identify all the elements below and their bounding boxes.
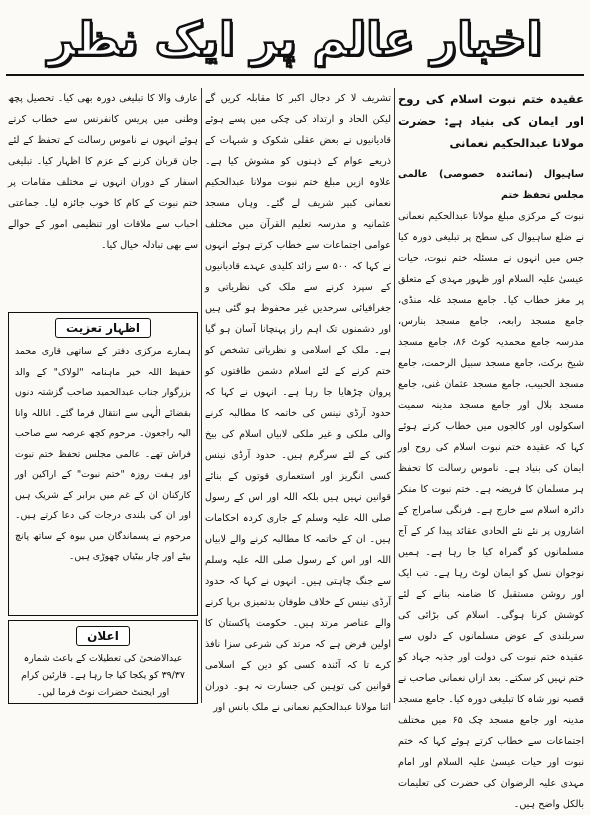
announcement-box xyxy=(8,620,198,704)
column-rule xyxy=(394,88,395,703)
condolence-title: اظہار تعزیت xyxy=(55,318,151,338)
article-main-body: نبوت کے مرکزی مبلغ مولانا عبدالحکیم نعمانی نے ضلع ساہیوال کی سطح پر تبلیغی دورہ کیا جس میں انہوں نے مسئلہ ختم نبوت، حیات عیسیٰ علیہ السلام اور ظہور مہدی کے متعلق پر مغز خطاب کیا۔ جامع مسجد غلہ منڈی، جامع مسجد رابعہ، جامع مسجد بنارس، مدرسہ جامع محمدیہ کوٹ ۸۶، جامع مسجد شیخ برکت، جامع مسجد سبیل الرحمت، جامع مسجد الحبیب، جامع مسجد عثمان غنی، جامع مسجد بلال اور جامع مسجد مدینہ سمیت اسکولوں اور کالجوں میں خطاب کرتے ہوئے کہا کہ عقیدہ ختم نبوت اسلام کی روح اور ایمان کی بنیاد ہے۔ ناموس رسالت کا تحفظ ہر مسلمان کا فریضہ ہے۔ ختم نبوت کا منکر دائرہ اسلام سے خارج ہے۔ فرنگی سامراج کے اشاروں پر نئے نئے الحادی عقائد پیدا کر کے آج مسلمانوں کو گمراہ کیا جا رہا ہے۔ ہمیں نوجوان نسل کو ایمان لوٹ رہا ہے۔ تب ایک اور روشن مستقبل کا ضامنہ بنانے کے لئے کوشش کرنا ہوگی۔ اسلام کی بڑائی کی سربلندی کے عوض مسلمانوں کے دلوں سے عقیدہ ختم نبوت کی دولت اور جذبہ جہاد کو ختم نہیں کر سکتے۔ بعد ازاں نعمانی صاحب نے قصبہ نور شاہ کا تبلیغی دورہ کیا۔ جامع مسجد مدینہ اور جامع مسجد چک ۶۵ میں مختلف اجتماعات سے خطاب کرتے ہوئے کہا کہ ختم نبوت اور حیات عیسیٰ علیہ السلام اور امام مہدی علیہ الرضوان کی حضرت کی تعلیمات بالکل واضح ہیں۔ xyxy=(398,211,584,810)
condolence-body: ہمارے مرکزی دفتر کے ساتھی قاری محمد حفیظ اللہ خیر ماہنامہ "لولاک" کے والد بزرگوار جناب عبدالحمید صاحب گزشتہ دنوں بقضائے الٰہی سے انتقال فرما گئے۔ اناللہ وانا الیہ راجعون۔ مرحوم کچھ عرصہ سے صاحب فراش تھے۔ عالمی مجلس تحفظ ختم نبوت اور ہفت روزہ "ختم نبوت" کے اراکین اور کارکنان ان کے غم میں برابر کے شریک ہیں اور ان کی بلندی درجات کی دعا کرتے ہیں۔ مرحوم نے پسماندگان میں بیوہ کے ساتھ پانچ بیٹے اور چار بیٹیاں چھوڑی ہیں۔ xyxy=(15,346,191,562)
announcement-body: عیدالاضحیٰ کی تعطیلات کے باعث شمارہ ۳۹/۳۷ کو یکجا کیا جا رہا ہے۔ قارئین کرام اور ایجنٹ حضرات نوٹ فرما لیں۔ xyxy=(21,653,185,698)
article-side xyxy=(8,88,198,251)
article-main xyxy=(398,88,584,810)
column-rule xyxy=(201,88,202,703)
condolence-box xyxy=(8,312,198,616)
announcement-title: اعلان xyxy=(76,626,130,646)
masthead xyxy=(6,4,584,76)
article-continued-body: تشریف لا کر دجال اکبر کا مقابلہ کریں گے لیکن الحاد و ارتداد کی چکی میں پسے ہوئے قادیانیوں نے بعض عقلی شکوک و شبہات کے ذریعے عوام کے ذہنوں کو مشوش کیا ہے۔ علاوہ ازیں مبلغ ختم نبوت مولانا عبدالحکیم نعمانی کبیر شریف لے گئے۔ وہاں مسجد عثمانیہ و مدرسہ تعلیم القرآن میں مختلف عوامی اجتماعات سے خطاب کرتے ہوئے انہوں نے کہا کہ ۵۰۰ سے زائد کلیدی عہدے قادیانیوں کے سپرد کرنے سے ملک کی نظریاتی و جغرافیائی سرحدیں غیر محفوظ ہو گئی ہیں اور دشمنوں تک اہم راز پہنچانا آسان ہو گیا ہے۔ ملک کے اسلامی و نظریاتی تشخص کو ختم کرنے کے لئے اسلام دشمن طاقتوں کو پروان چڑھایا جا رہا ہے۔ انہوں نے کہا کہ حدود آرڈی نینس کی خاتمہ کا مطالبہ کرنے والی ملکی و غیر ملکی لابیاں اسلام کی بیخ کنی کے لئے سرگرم ہیں۔ حدود آرڈی نینس کسی انگریز اور استعماری قوتوں کے بنائے قوانین نہیں ہیں بلکہ اللہ اور اس کے رسول صلی اللہ علیہ وسلم کے جاری کردہ احکامات ہیں۔ ان کے خاتمہ کا مطالبہ کرنے والے لابیاں اللہ اور اس کے رسول صلی اللہ علیہ وسلم سے جنگ چاہتی ہیں۔ انہوں نے کہا کہ حدود آرڈی نینس کے خلاف طوفان بدتمیزی برپا کرنے والے عناصر مرتد ہیں۔ حکومت پاکستان کا اولین فرض ہے کہ مرتد کی شرعی سزا نافذ کرے تا کہ آئندہ کسی کو دین کے اسلامی قوانین کی توہین کی جسارت نہ ہو۔ دوران اثنا مولانا عبدالحکیم نعمانی نے ملک بانس اور xyxy=(205,93,391,713)
article-main-dateline: ساہیوال (نمائندہ خصوصی) عالمی مجلس تحفظ ختم xyxy=(398,169,584,201)
article-side-body: عارف والا کا تبلیغی دورہ بھی کیا۔ تحصیل پچھ وطنی میں پریس کانفرنس سے خطاب کرتے ہوئے انہوں نے ناموس رسالت کے تحفظ کے لئے جان قربان کرنے کے عزم کا اظہار کیا۔ تبلیغی اسفار کے دوران انہوں نے مختلف مقامات پر ختم نبوت کے کام کا خوب جائزہ لیا۔ جماعتی احباب سے ملاقات اور تنظیمی امور کے حوالے سے بھی تبادلہ خیال کیا۔ xyxy=(8,93,198,251)
article-continued xyxy=(205,88,391,713)
masthead-title: اخبار عالم پر ایک نظر xyxy=(47,12,543,66)
article-main-headline: عقیدہ ختم نبوت اسلام کی روح اور ایمان کی بنیاد ہے: حضرت مولانا عبدالحکیم نعمانی xyxy=(398,92,584,150)
